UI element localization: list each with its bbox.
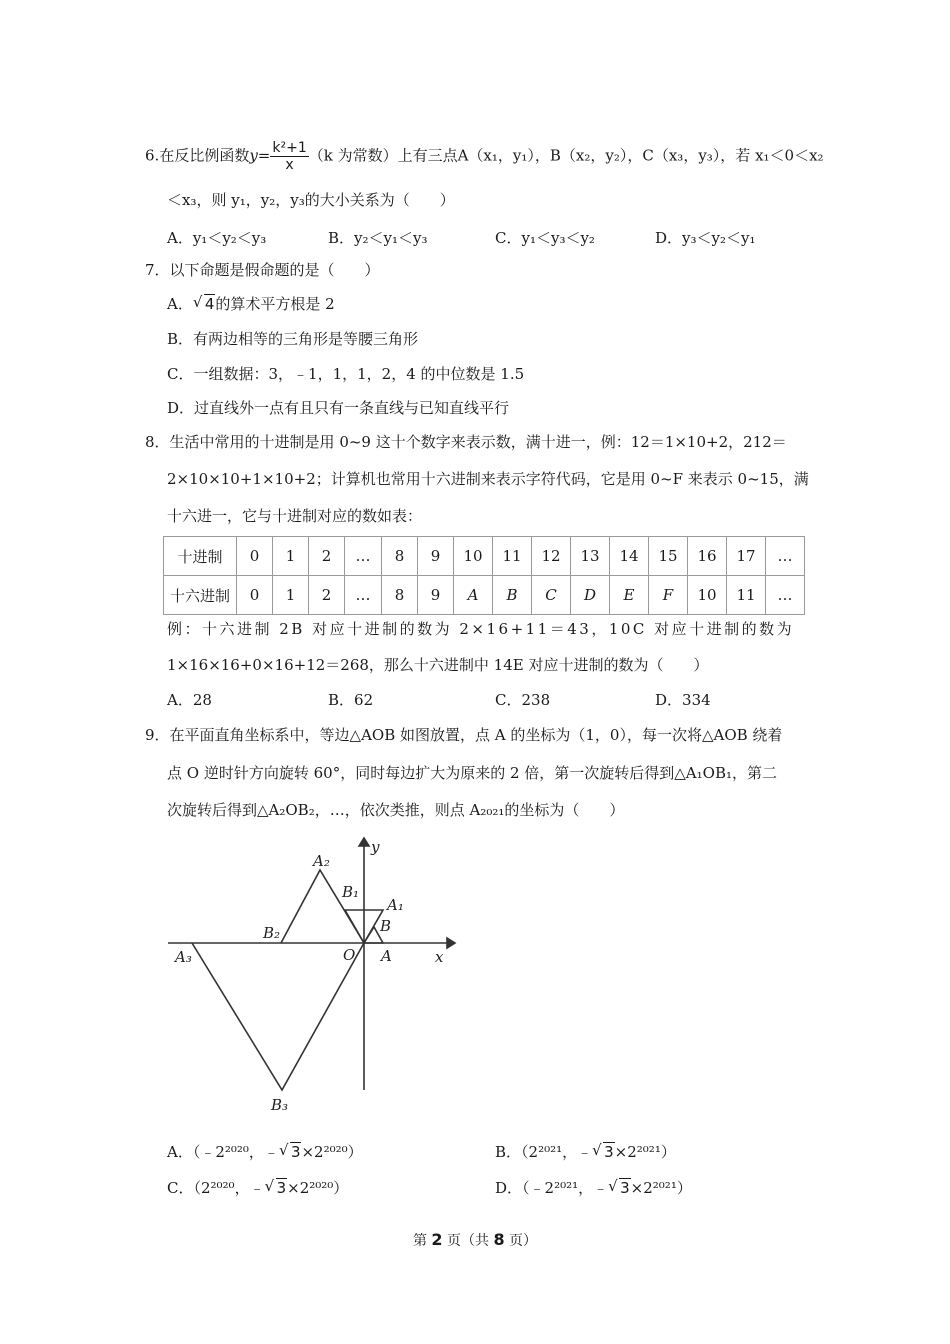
q7-option-b: B．有两边相等的三角形是等腰三角形 [167, 330, 419, 348]
q8-line5: 1×16×16+0×16+12＝268，那么十六进制中 14E 对应十进制的数为（ ） [167, 656, 709, 674]
label-b1: B₁ [342, 883, 360, 901]
table-cell: … [345, 537, 382, 576]
q9-figure [160, 830, 460, 1120]
label-a1: A₁ [387, 896, 404, 914]
label-y: y [371, 838, 380, 856]
table-cell: … [766, 537, 805, 576]
table-cell: 10 [454, 537, 493, 576]
q9-b-radicand: 3 [604, 1143, 614, 1161]
table-cell: 17 [727, 537, 766, 576]
table-cell: 0 [237, 537, 273, 576]
footer-post: 页） [509, 1233, 538, 1249]
table-cell: 0 [237, 576, 273, 615]
q6-points: A（x₁，y₁），B（x₂，y₂），C（x₃，y₃），若 x₁＜0＜x₂ [457, 146, 824, 165]
footer-pre: 第 [412, 1233, 427, 1249]
q6-pre: 在反比例函数 [159, 146, 250, 165]
q9-c-pre: C．（2²⁰²⁰，﹣ [167, 1179, 265, 1197]
label-a: A [381, 947, 392, 965]
q8-option-a: A．28 [167, 691, 212, 709]
q8-option-d: D．334 [655, 691, 711, 709]
q6-line2: ＜x₃，则 y₁，y₂，y₃的大小关系为（ ） [167, 191, 455, 209]
q6-option-c: C．y₁＜y₃＜y₂ [495, 229, 595, 247]
table-cell: 10 [688, 576, 727, 615]
table-cell: 11 [493, 537, 532, 576]
label-o: O [343, 946, 356, 964]
label-a3: A₃ [175, 948, 192, 966]
q6-y-eq: y= [249, 146, 271, 165]
table-cell: 16 [688, 537, 727, 576]
triangle-a3ob3 [192, 943, 364, 1090]
q9-a-radicand: 3 [290, 1143, 301, 1161]
table-cell: 8 [382, 537, 418, 576]
sqrt-symbol: √ 3 [592, 1141, 614, 1161]
q7-a-suffix: 的算术平方根是 2 [215, 295, 335, 313]
q8-line4: 例：十六进制 2B 对应十进制的数为 2×16+11＝43，10C 对应十进制的数为 [167, 620, 795, 638]
q9-line3: 次旋转后得到△A₂OB₂，…，依次类推，则点 A₂₀₂₁的坐标为（ ） [167, 801, 625, 819]
q7-option-d: D．过直线外一点有且只有一条直线与已知直线平行 [167, 399, 510, 417]
table-cell: F [649, 576, 688, 615]
label-b2: B₂ [263, 924, 281, 942]
q6-option-b: B．y₂＜y₁＜y₃ [328, 229, 428, 247]
q7-option-c: C．一组数据：3，﹣1，1，1，2，4 的中位数是 1.5 [167, 365, 525, 383]
label-a2: A₂ [313, 852, 330, 870]
footer-total-pages: 8 [493, 1230, 505, 1249]
label-x: x [435, 948, 444, 966]
table-cell: 15 [649, 537, 688, 576]
q6-frac-den: x [285, 157, 294, 173]
label-b3: B₃ [271, 1096, 289, 1114]
q6-line1 [145, 140, 824, 173]
table-row [164, 576, 805, 615]
table-cell: 9 [418, 537, 454, 576]
triangle-a2ob2 [281, 870, 364, 943]
y-axis-arrow [359, 838, 369, 846]
table-cell: 11 [727, 576, 766, 615]
q6-number: 6. [145, 146, 160, 165]
sqrt-symbol: √ 4 [192, 293, 215, 313]
table-cell: 8 [382, 576, 418, 615]
table-cell: 2 [309, 537, 345, 576]
table-cell: 2 [309, 576, 345, 615]
page-footer [0, 1230, 950, 1250]
q7-option-a [167, 294, 335, 314]
footer-mid: 页（共 [447, 1233, 489, 1249]
q9-line1: 9．在平面直角坐标系中，等边△AOB 如图放置，点 A 的坐标为（1，0），每一次将△AOB 绕着 [145, 726, 783, 744]
q9-option-c [167, 1178, 348, 1198]
q9-d-post: ×2²⁰²¹） [630, 1179, 692, 1197]
table-cell: 14 [610, 537, 649, 576]
footer-page-number: 2 [431, 1230, 443, 1249]
q8-line2: 2×10×10+1×10+2；计算机也常用十六进制来表示字符代码，它是用 0~F 来表示 0~15，满 [167, 470, 809, 488]
label-b: B [380, 917, 392, 935]
q9-b-post: ×2²⁰²¹） [614, 1143, 676, 1161]
table-cell: 十进制 [164, 537, 237, 576]
hex-table [163, 536, 805, 615]
q8-option-b: B．62 [328, 691, 374, 709]
q7-a-radicand: 4 [204, 295, 215, 313]
sqrt-symbol: √ 3 [278, 1141, 301, 1161]
table-cell: … [766, 576, 805, 615]
table-cell: 1 [273, 576, 309, 615]
table-cell: D [571, 576, 610, 615]
q6-fraction [270, 140, 308, 173]
q6-frac-num: k²+1 [272, 140, 307, 156]
x-axis-arrow [447, 938, 455, 948]
q9-d-pre: D．（﹣2²⁰²¹，﹣ [495, 1179, 609, 1197]
q6-option-a: A．y₁＜y₂＜y₃ [167, 229, 267, 247]
table-cell: 十六进制 [164, 576, 237, 615]
q9-d-radicand: 3 [620, 1179, 630, 1197]
table-cell: … [345, 576, 382, 615]
sqrt-symbol: √ 3 [264, 1177, 287, 1197]
table-cell: 9 [418, 576, 454, 615]
q7-stem: 7．以下命题是假命题的是（ ） [145, 261, 380, 279]
q7-a-prefix: A． [167, 295, 193, 313]
table-cell: 12 [532, 537, 571, 576]
q9-a-pre: A．（﹣2²⁰²⁰，﹣ [167, 1143, 279, 1161]
q9-b-pre: B．（2²⁰²¹，﹣ [495, 1143, 593, 1161]
table-cell: B [493, 576, 532, 615]
q9-c-radicand: 3 [276, 1179, 287, 1197]
sqrt-symbol: √ 3 [608, 1177, 630, 1197]
table-row [164, 537, 805, 576]
table-cell: C [532, 576, 571, 615]
q9-option-a [167, 1142, 363, 1162]
q9-option-d [495, 1178, 692, 1198]
q9-option-b [495, 1142, 676, 1162]
q8-line3: 十六进一，它与十进制对应的数如表： [167, 507, 423, 525]
table-cell: E [610, 576, 649, 615]
table-cell: 1 [273, 537, 309, 576]
q6-option-d: D．y₃＜y₂＜y₁ [655, 229, 756, 247]
table-cell: 13 [571, 537, 610, 576]
q9-a-post: ×2²⁰²⁰） [301, 1143, 363, 1161]
q9-c-post: ×2²⁰²⁰） [287, 1179, 349, 1197]
q8-option-c: C．238 [495, 691, 551, 709]
q6-mid: （k 为常数）上有三点 [308, 146, 458, 165]
table-cell: A [454, 576, 493, 615]
q9-line2: 点 O 逆时针方向旋转 60°，同时每边扩大为原来的 2 倍，第一次旋转后得到△A₁OB₁，第二 [167, 764, 777, 782]
q8-line1: 8．生活中常用的十进制是用 0~9 这十个数字来表示数，满十进一，例：12＝1×10+2，212＝ [145, 433, 787, 451]
